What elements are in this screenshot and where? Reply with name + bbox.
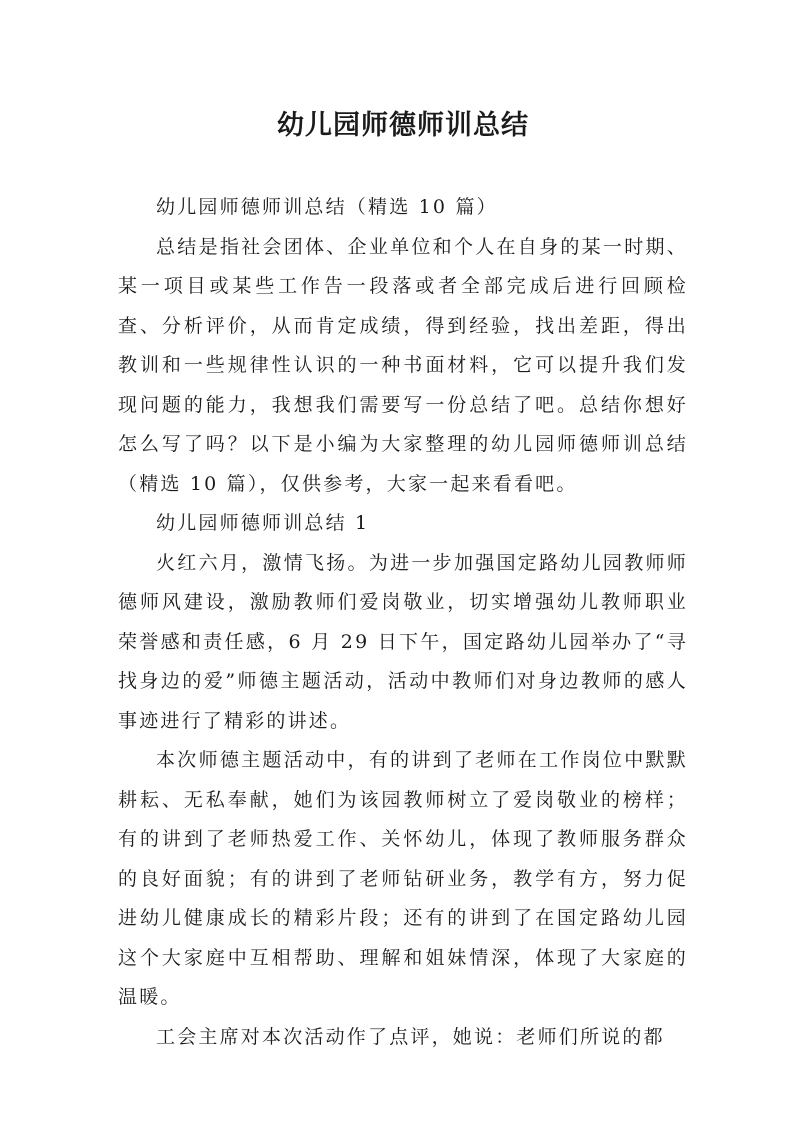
document-title: 幼儿园师德师训总结	[277, 110, 529, 141]
document-body	[118, 188, 688, 1057]
intro-paragraph: 总结是指社会团体、企业单位和个人在自身的某一时期、某一项目或某些工作告一段落或者全部完成后进行回顾检查、分析评价，从而肯定成绩，得到经验，找出差距，得出教训和一些规律性认识的一种书面材料，它可以提升我们发现问题的能力，我想我们需要写一份总结了吧。总结你想好怎么写了吗？以下是小编为大家整理的幼儿园师德师训总结（精选 10 篇），仅供参考，大家一起来看看吧。	[118, 235, 688, 495]
section-heading: 幼儿园师德师训总结 1	[156, 512, 370, 534]
body-paragraph: 本次师德主题活动中，有的讲到了老师在工作岗位中默默耕耘、无私奉献，她们为该园教师树立了爱岗敬业的榜样；有的讲到了老师热爱工作、关怀幼儿，体现了教师服务群众的良好面貌；有的讲到了老师钻研业务，教学有方，努力促进幼儿健康成长的精彩片段；还有的讲到了在国定路幼儿园这个大家庭中互相帮助、理解和姐妹情深，体现了大家庭的温暖。	[118, 749, 688, 1008]
subtitle-paragraph: 幼儿园师德师训总结（精选 10 篇）	[156, 196, 498, 218]
body-paragraph: 火红六月，激情飞扬。为进一步加强国定路幼儿园教师师德师风建设，激励教师们爱岗敬业，切实增强幼儿教师职业荣誉感和责任感，6 月 29 日下午，国定路幼儿园举办了“寻找身边的爱”师德主题活动，活动中教师们对身边教师的感人事迹进行了精彩的讲述。	[118, 551, 688, 732]
body-paragraph: 工会主席对本次活动作了点评，她说：老师们所说的都	[156, 1025, 665, 1048]
